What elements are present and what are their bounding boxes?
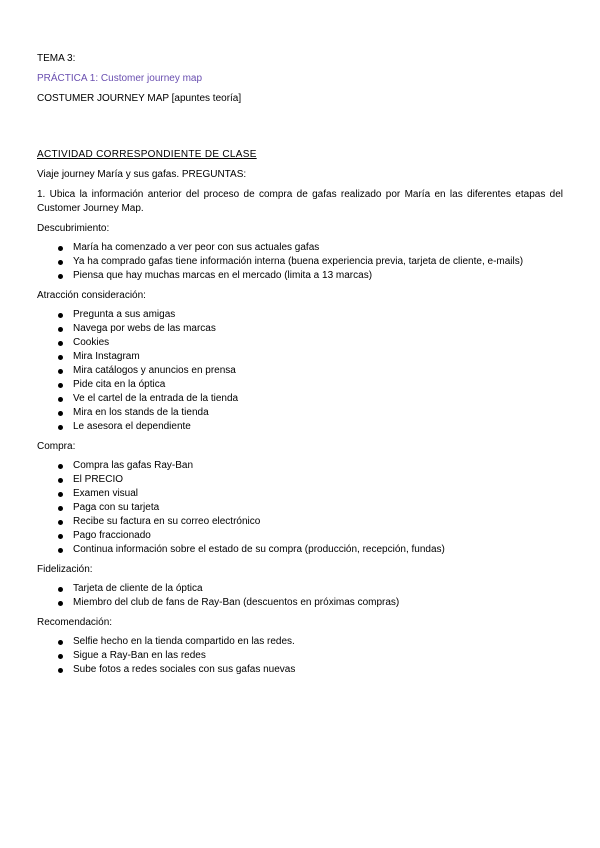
bullet-text: Ya ha comprado gafas tiene información interna (buena experiencia previa, tarjeta de cliente, e-mails) bbox=[73, 256, 524, 267]
bullet-text: Sigue a Ray-Ban en las redes bbox=[73, 650, 206, 661]
bullet-icon bbox=[58, 534, 63, 539]
bullet-text: Paga con su tarjeta bbox=[73, 502, 160, 513]
bullet-icon bbox=[58, 654, 63, 659]
stage-title: Compra: bbox=[37, 441, 76, 452]
bullet-item bbox=[37, 406, 563, 420]
bullet-text: Sube fotos a redes sociales con sus gafas nuevas bbox=[73, 664, 296, 675]
bullet-item bbox=[37, 308, 563, 322]
bullet-icon bbox=[58, 478, 63, 483]
bullet-item bbox=[37, 663, 563, 677]
bullet-text: Examen visual bbox=[73, 488, 139, 499]
bullet-item bbox=[37, 582, 563, 596]
bullet-text: Tarjeta de cliente de la óptica bbox=[73, 583, 203, 594]
bullet-item bbox=[37, 596, 563, 610]
bullet-text: Compra las gafas Ray-Ban bbox=[73, 460, 194, 471]
tema-heading: TEMA 3: bbox=[37, 53, 76, 64]
bullet-text: Selfie hecho en la tienda compartido en las redes. bbox=[73, 636, 295, 647]
bullet-icon bbox=[58, 383, 63, 388]
bullet-icon bbox=[58, 520, 63, 525]
bullet-text: Le asesora el dependiente bbox=[73, 421, 191, 432]
practica-title: PRÁCTICA 1: Customer journey map bbox=[37, 73, 203, 84]
bullet-icon bbox=[58, 506, 63, 511]
stage-bullet-list bbox=[37, 582, 563, 610]
bullet-item bbox=[37, 515, 563, 529]
bullet-icon bbox=[58, 327, 63, 332]
bullet-item bbox=[37, 459, 563, 473]
bullet-item bbox=[37, 649, 563, 663]
bullet-icon bbox=[58, 274, 63, 279]
bullet-item bbox=[37, 473, 563, 487]
stage-title: Recomendación: bbox=[37, 617, 113, 628]
bullet-text: Navega por webs de las marcas bbox=[73, 323, 216, 334]
bullet-item bbox=[37, 501, 563, 515]
bullet-text: Mira en los stands de la tienda bbox=[73, 407, 209, 418]
activity-question: 1. Ubica la información anterior del proceso de compra de gafas realizado por María en las diferentes etapas del Customer Journey Map. bbox=[37, 189, 563, 214]
bullet-text: Miembro del club de fans de Ray-Ban (descuentos en próximas compras) bbox=[73, 597, 400, 608]
stage-bullet-list bbox=[37, 459, 563, 557]
bullet-icon bbox=[58, 411, 63, 416]
bullet-icon bbox=[58, 341, 63, 346]
bullet-item bbox=[37, 255, 563, 269]
bullet-item bbox=[37, 378, 563, 392]
bullet-text: Ve el cartel de la entrada de la tienda bbox=[73, 393, 239, 404]
bullet-icon bbox=[58, 668, 63, 673]
stage-section bbox=[37, 563, 563, 610]
bullet-text: Continua información sobre el estado de su compra (producción, recepción, fundas) bbox=[73, 544, 445, 555]
stage-title: Atracción consideración: bbox=[37, 290, 146, 301]
bullet-icon bbox=[58, 640, 63, 645]
bullet-text: Pago fraccionado bbox=[73, 530, 151, 541]
bullet-item bbox=[37, 350, 563, 364]
activity-heading: ACTIVIDAD CORRESPONDIENTE DE CLASE bbox=[37, 149, 257, 160]
journey-stages bbox=[37, 222, 563, 677]
bullet-icon bbox=[58, 548, 63, 553]
stage-title: Fidelización: bbox=[37, 564, 93, 575]
bullet-item bbox=[37, 269, 563, 283]
stage-section bbox=[37, 222, 563, 283]
bullet-icon bbox=[58, 369, 63, 374]
bullet-icon bbox=[58, 313, 63, 318]
bullet-text: Mira Instagram bbox=[73, 351, 140, 362]
bullet-text: El PRECIO bbox=[73, 474, 124, 485]
document-subtitle: COSTUMER JOURNEY MAP [apuntes teoría] bbox=[37, 93, 242, 104]
bullet-text: Pregunta a sus amigas bbox=[73, 309, 176, 320]
activity-intro: Viaje journey María y sus gafas. PREGUNTAS: bbox=[37, 169, 247, 180]
bullet-item bbox=[37, 322, 563, 336]
stage-bullet-list bbox=[37, 635, 563, 677]
bullet-icon bbox=[58, 601, 63, 606]
stage-section bbox=[37, 440, 563, 557]
bullet-icon bbox=[58, 425, 63, 430]
bullet-icon bbox=[58, 260, 63, 265]
stage-section bbox=[37, 616, 563, 677]
stage-bullet-list bbox=[37, 308, 563, 434]
bullet-text: Pide cita en la óptica bbox=[73, 379, 166, 390]
bullet-item bbox=[37, 392, 563, 406]
bullet-item bbox=[37, 635, 563, 649]
bullet-text: María ha comenzado a ver peor con sus actuales gafas bbox=[73, 242, 320, 253]
bullet-text: Cookies bbox=[73, 337, 110, 348]
bullet-icon bbox=[58, 355, 63, 360]
bullet-text: Recibe su factura en su correo electrónico bbox=[73, 516, 261, 527]
bullet-item bbox=[37, 543, 563, 557]
bullet-icon bbox=[58, 397, 63, 402]
stage-title: Descubrimiento: bbox=[37, 223, 110, 234]
document-page bbox=[37, 52, 563, 677]
bullet-item bbox=[37, 336, 563, 350]
bullet-item bbox=[37, 529, 563, 543]
bullet-item bbox=[37, 420, 563, 434]
bullet-icon bbox=[58, 464, 63, 469]
bullet-item bbox=[37, 364, 563, 378]
bullet-icon bbox=[58, 492, 63, 497]
stage-bullet-list bbox=[37, 241, 563, 283]
bullet-item bbox=[37, 241, 563, 255]
stage-section bbox=[37, 289, 563, 434]
bullet-text: Piensa que hay muchas marcas en el mercado (limita a 13 marcas) bbox=[73, 270, 373, 281]
bullet-icon bbox=[58, 246, 63, 251]
bullet-text: Mira catálogos y anuncios en prensa bbox=[73, 365, 236, 376]
bullet-item bbox=[37, 487, 563, 501]
bullet-icon bbox=[58, 587, 63, 592]
